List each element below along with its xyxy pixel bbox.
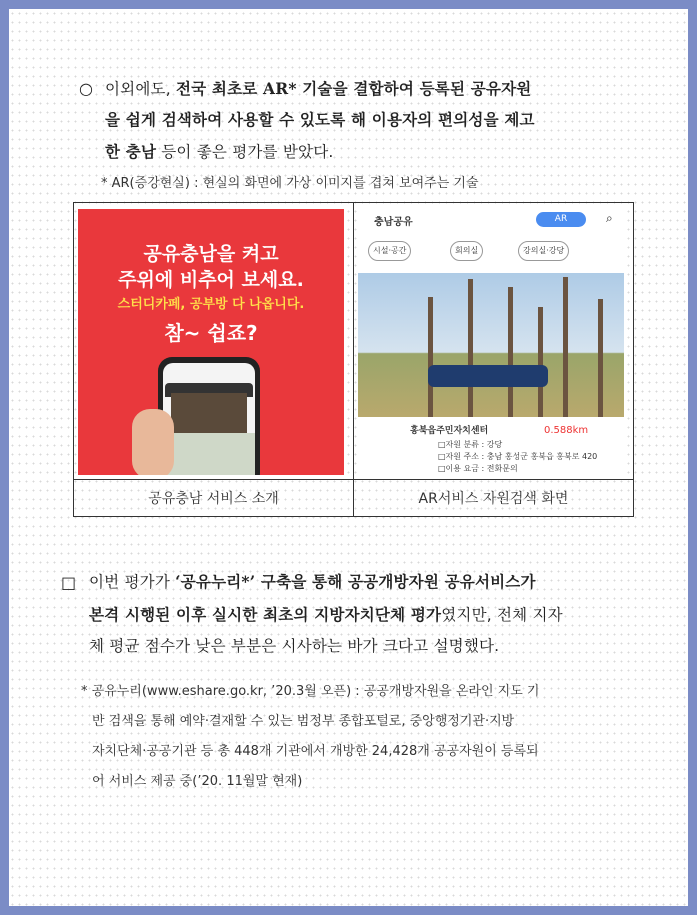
para2-line3: 체 평균 점수가 낮은 부분은 시사하는 바가 크다고 설명했다. (89, 637, 500, 655)
chip-meeting-room: 회의실 (450, 241, 483, 261)
para1-line3: 한 충남 등이 좋은 평가를 받았다. (105, 142, 334, 161)
search-icon: ⌕ (606, 211, 613, 225)
para1-line2: 을 쉽게 검색하여 사용할 수 있도록 해 이용자의 편의성을 제고 (105, 110, 535, 129)
caption-left: 공유충남 서비스 소개 (74, 480, 354, 517)
eshare-footnote-line1: * 공유누리(www.eshare.go.kr, ’20.3월 오픈) : 공공개방자원을 온라인 지도 기 (81, 684, 540, 699)
circle-bullet-icon: ○ (79, 79, 93, 98)
promo-image: 공유충남을 켜고 주위에 비추어 보세요. 스터디카페, 공부방 다 나옵니다. 참~ 쉽죠? (78, 209, 344, 475)
eshare-footnote-line2: 반 검색을 통해 예약·결재할 수 있는 범정부 종합포털로, 중앙행정기관·지방 (92, 714, 515, 729)
eshare-footnote-line4: 어 서비스 제공 중(’20. 11월말 현재) (92, 774, 303, 789)
ar-marker (428, 365, 548, 387)
para1-line1: 이외에도, 전국 최초로 AR* 기술을 결합하여 등록된 공유자원 (105, 79, 532, 98)
document-page (9, 9, 688, 906)
caption-right: AR서비스 자원검색 화면 (354, 480, 634, 517)
app-logo: 충남공유 (374, 217, 413, 228)
image-table (73, 202, 634, 517)
para2-line1: 이번 평가가 ‘공유누리*’ 구축을 통해 공공개방자원 공유서비스가 (89, 572, 536, 591)
ar-camera-view (358, 273, 624, 417)
hand-icon (132, 409, 174, 475)
ar-footnote: * AR(증강현실) : 현실의 화면에 가상 이미지를 겹쳐 보여주는 기술 (101, 176, 479, 191)
eshare-footnote-line3: 자치단체·공공기관 등 총 448개 기관에서 개방한 24,428개 공공자원이 등록되 (92, 744, 539, 759)
ar-app-screenshot (358, 209, 624, 475)
chip-facility: 시설·공간 (368, 241, 411, 261)
right-image-cell (354, 203, 634, 480)
left-image-cell (74, 203, 354, 480)
para2-line2: 본격 시행된 이후 실시한 최초의 지방자치단체 평가였지만, 전체 지자 (89, 605, 563, 624)
chip-lecture-hall: 강의실·강당 (518, 241, 569, 261)
resource-info: 홍북읍주민자치센터 0.588km □자원 분류 : 강당 □자원 주소 : 충남 홍성군 홍북읍 홍북로 420 □이용 요금 : 전화문의 (358, 417, 624, 475)
ar-button: AR (536, 212, 586, 227)
square-bullet-icon: □ (61, 573, 77, 592)
